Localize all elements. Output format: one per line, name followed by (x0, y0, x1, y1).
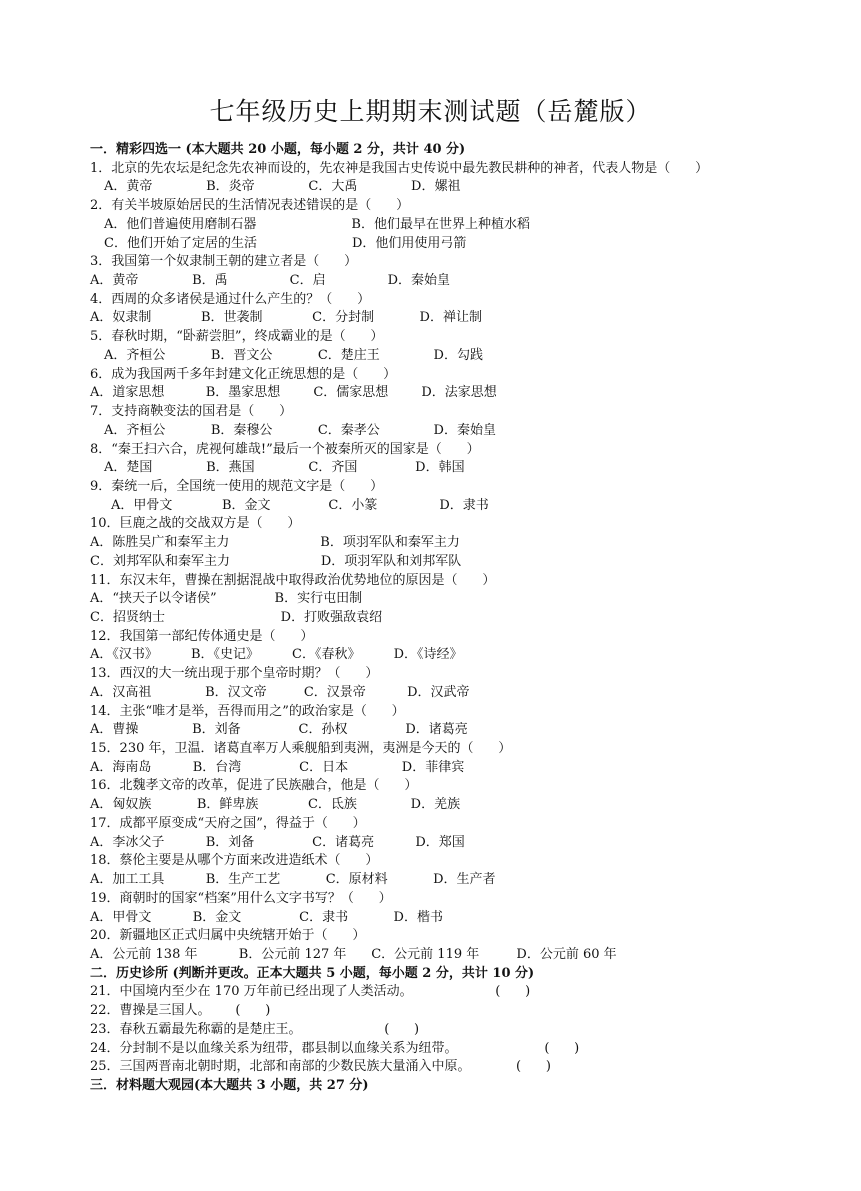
question-text: 5．春秋时期，“卧薪尝胆”，终成霸业的是（ ） (90, 329, 384, 345)
question-text: 23．春秋五霸最先称霸的是楚庄王。 ( ) (90, 1021, 420, 1037)
answer-options: A．“挟天子以令诸侯” B．实行屯田制 (90, 591, 363, 607)
question-text: 25．三国两晋南北朝时期，北部和南部的少数民族大量涌入中原。 ( ) (90, 1059, 551, 1075)
question-text: 4．西周的众多诸侯是通过什么产生的？（ ） (90, 291, 371, 307)
answer-options: A．甲骨文 B．金文 C．小篆 D．隶书 (111, 497, 489, 513)
answer-options: A．黄帝 B．炎帝 C．大禹 D．嫘祖 (104, 179, 461, 195)
question-text: 21．中国境内至少在 170 万年前已经出现了人类活动。 ( ) (90, 984, 531, 1000)
question-text: 13．西汉的大一统出现于那个皇帝时期？（ ） (90, 666, 379, 682)
question-text: 7．支持商鞅变法的国君是（ ） (90, 404, 293, 420)
question-text: 1．北京的先农坛是纪念先农神而设的，先农神是我国古史传说中最先教民耕种的神者，代表人物是（ ） (90, 160, 709, 176)
answer-options: A．甲骨文 B．金文 C．隶书 D．楷书 (90, 909, 443, 925)
answer-options: A．陈胜吴广和秦军主力 B．项羽军队和秦军主力 (90, 535, 460, 551)
question-text: 3．我国第一个奴隶制王朝的建立者是（ ） (90, 254, 358, 270)
question-text: 10．巨鹿之战的交战双方是（ ） (90, 516, 301, 532)
question-text: 15．230 年，卫温．诸葛直率万人乘舰船到夷洲，夷洲是今天的（ ） (90, 741, 512, 757)
section-heading: 一．精彩四选一 (本大题共 20 小题，每小题 2 分，共计 40 分) (90, 142, 466, 157)
answer-options: A．汉高祖 B．汉文帝 C．汉景帝 D．汉武帝 (90, 684, 470, 700)
answer-options: A．奴隶制 B．世袭制 C．分封制 D．禅让制 (90, 310, 482, 326)
question-text: 18．蔡伦主要是从哪个方面来改进造纸术（ ） (90, 853, 379, 869)
answer-options: A．曹操 B．刘备 C．孙权 D．诸葛亮 (90, 722, 468, 738)
question-text: 2．有关半坡原始居民的生活情况表述错误的是（ ） (90, 198, 410, 214)
question-text: 22．曹操是三国人。 ( ) (90, 1003, 271, 1019)
answer-options: A．黄帝 B．禹 C．启 D．秦始皇 (90, 273, 451, 289)
answer-options: C．他们开始了定居的生活 D．他们用使用弓箭 (104, 235, 467, 251)
answer-options: A．公元前 138 年 B．公元前 127 年 C．公元前 119 年 D．公元前 60 年 (90, 946, 617, 962)
question-text: 24．分封制不是以血缘关系为纽带，郡县制以血缘关系为纽带。 ( ) (90, 1040, 580, 1056)
answer-options: A．匈奴族 B．鲜卑族 C．氐族 D．羌族 (90, 797, 461, 813)
question-text: 17．成都平原变成“天府之国”，得益于（ ） (90, 815, 366, 831)
answer-options: A．海南岛 B．台湾 C．日本 D．菲律宾 (90, 759, 465, 775)
answer-options: C．招贤纳士 D．打败强敌袁绍 (90, 610, 383, 625)
question-text: 19．商朝时的国家“档案”用什么文字书写？（ ） (90, 890, 392, 906)
question-text: 9．秦统一后，全国统一使用的规范文字是（ ） (90, 478, 384, 494)
section-heading: 二．历史诊所 (判断并更改。正本大题共 5 小题，每小题 2 分，共计 10 分) (90, 965, 535, 981)
question-text: 16．北魏孝文帝的改革，促进了民族融合，他是（ ） (90, 778, 418, 794)
question-text: 11．东汉末年，曹操在割据混战中取得政治优势地位的原因是（ ） (90, 572, 496, 588)
question-text: 6．成为我国两千多年封建文化正统思想的是（ ） (90, 366, 397, 382)
answer-options: A．道家思想 B．墨家思想 C．儒家思想 D．法家思想 (90, 385, 497, 401)
question-text: 14．主张“唯才是举，吾得而用之”的政治家是（ ） (90, 703, 405, 719)
answer-options: A．楚国 B．燕国 C．齐国 D．韩国 (104, 460, 465, 476)
question-text: 12．我国第一部纪传体通史是（ ） (90, 628, 314, 644)
answer-options: A．齐桓公 B．秦穆公 C．秦孝公 D．秦始皇 (104, 422, 496, 438)
page-title: 七年级历史上期期末测试题（岳麓版） (209, 97, 652, 126)
answer-options: A．《汉书》 B．《史记》 C．《春秋》 D．《诗经》 (90, 647, 463, 663)
answer-options: A．加工工具 B．生产工艺 C．原材料 D．生产者 (90, 872, 496, 888)
answer-options: A．李冰父子 B．刘备 C．诸葛亮 D．郑国 (90, 834, 465, 850)
section-heading: 三．材料题大观园(本大题共 3 小题，共 27 分) (90, 1078, 369, 1093)
answer-options: C．刘邦军队和秦军主力 D．项羽军队和刘邦军队 (90, 553, 462, 569)
question-text: 8．“秦王扫六合，虎视何雄哉!”最后一个被秦所灭的国家是（ ） (90, 441, 480, 457)
answer-options: A．他们普遍使用磨制石器 B．他们最早在世界上种植水稻 (104, 216, 530, 232)
question-text: 20．新疆地区正式归属中央统辖开始于（ ） (90, 928, 366, 944)
answer-options: A．齐桓公 B．晋文公 C．楚庄王 D．勾践 (104, 347, 483, 363)
